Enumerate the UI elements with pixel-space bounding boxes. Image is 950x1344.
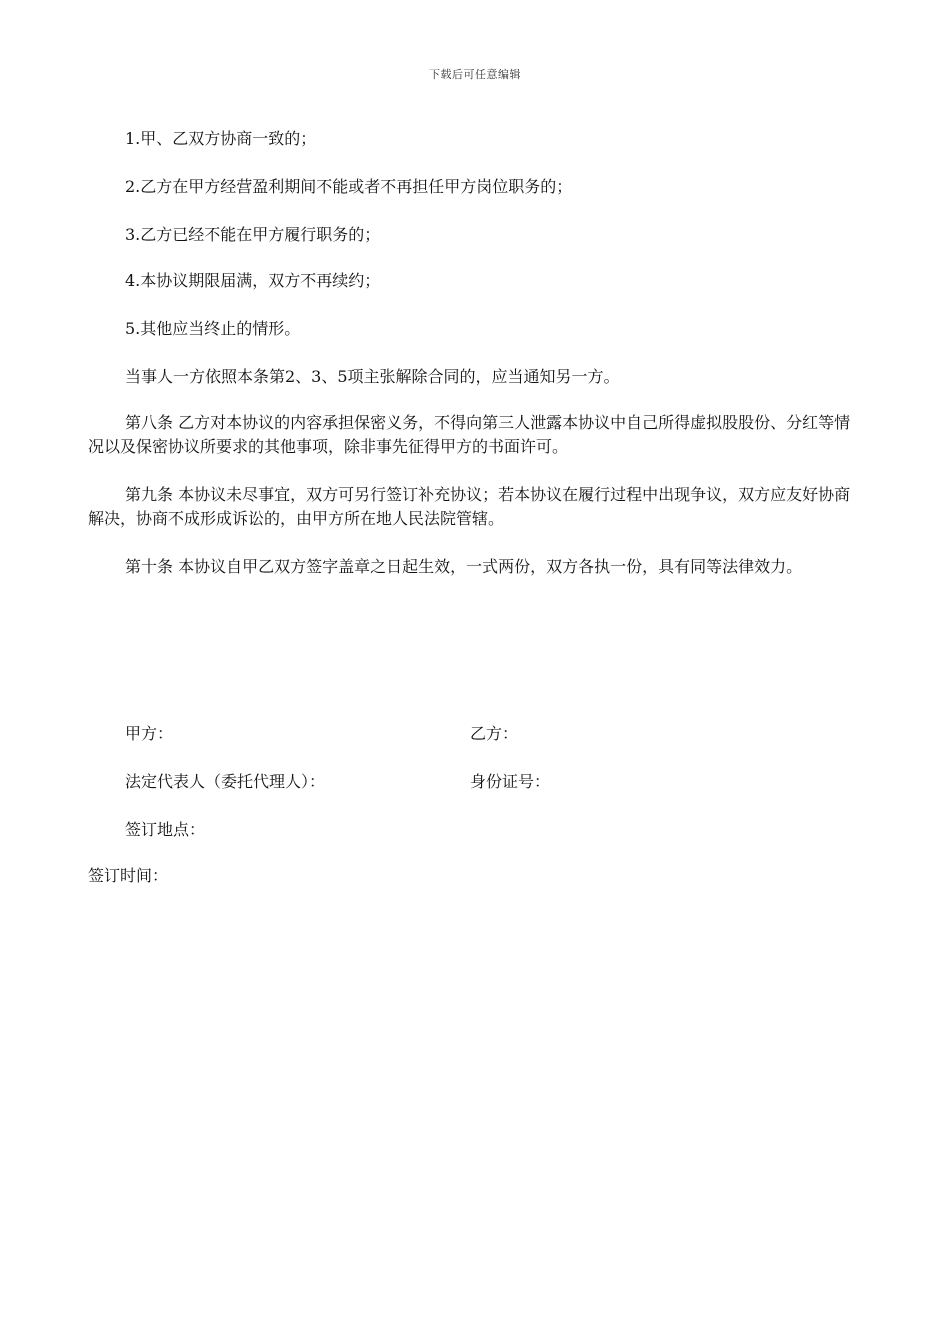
legal-representative-label: 法定代表人（委托代理人）：: [125, 772, 326, 791]
clause-item-2: 2.乙方在甲方经营盈利期间不能或者不再担任甲方岗位职务的；: [125, 177, 573, 196]
party-a-label: 甲方：: [125, 724, 174, 743]
clause-item-5: 5.其他应当终止的情形。: [125, 319, 301, 338]
id-number-label: 身份证号：: [470, 772, 551, 791]
sign-time-label: 签订时间：: [88, 866, 169, 885]
clause-item-4: 4.本协议期限届满，双方不再续约；: [125, 271, 381, 290]
clause-item-3: 3.乙方已经不能在甲方履行职务的；: [125, 225, 381, 244]
header-note: 下载后可任意编辑: [429, 68, 521, 81]
article-8-paragraph: 第八条 乙方对本协议的内容承担保密义务，不得向第三人泄露本协议中自己所得虚拟股股份、分红等情况以及保密协议所要求的其他事项，除非事先征得甲方的书面许可。: [88, 413, 851, 456]
article-9-paragraph: 第九条 本协议未尽事宜，双方可另行签订补充协议；若本协议在履行过程中出现争议，双方应友好协商解决，协商不成形成诉讼的，由甲方所在地人民法院管辖。: [88, 485, 851, 528]
clause-item-1: 1.甲、乙双方协商一致的；: [125, 129, 317, 148]
article-10-paragraph: 第十条 本协议自甲乙双方签字盖章之日起生效，一式两份，双方各执一份，具有同等法律效力。: [125, 557, 803, 576]
party-b-label: 乙方：: [470, 724, 519, 743]
sign-place-label: 签订地点：: [125, 820, 206, 839]
notice-paragraph: 当事人一方依照本条第2、3、5项主张解除合同的，应当通知另一方。: [125, 367, 620, 386]
